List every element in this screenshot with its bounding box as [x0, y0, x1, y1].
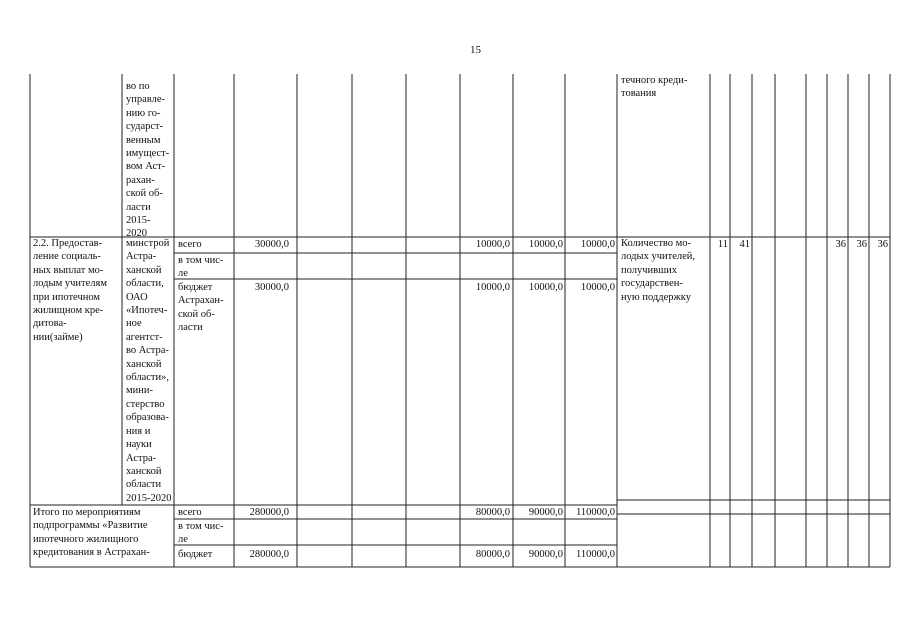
totals-name: Итого по мероприятиям подпрограммы «Развитие ипотечного жилищного кредитования в Астрахан- — [33, 507, 150, 559]
indicator-value-3: 36 — [835, 239, 846, 250]
page-number: 15 — [470, 44, 481, 56]
cell-2-2-total-y3: 10000,0 — [580, 239, 615, 250]
totals-budget-y2: 90000,0 — [528, 549, 563, 560]
cell-2-2-budget-y3: 10000,0 — [580, 282, 615, 293]
totals-total-y1: 80000,0 — [475, 507, 510, 518]
cell-2-2-budget-y2: 10000,0 — [528, 282, 563, 293]
cell-2-2-total-y1: 10000,0 — [475, 239, 510, 250]
cell-2-2-budget-y1: 10000,0 — [475, 282, 510, 293]
cell-2-2-total-y2: 10000,0 — [528, 239, 563, 250]
totals-source-total: всего — [178, 507, 202, 518]
source-budget-2-2: бюджет Астрахан- ской об- ласти — [178, 282, 224, 334]
indicator-value-1: 11 — [717, 239, 728, 250]
totals-total-y2: 90000,0 — [528, 507, 563, 518]
measure-name-2-2: 2.2. Предостав- ление социаль- ных выплат мо- лодым учителям при ипотечном жилищном кре- дитова- нии(займе) — [33, 238, 107, 343]
source-total-2-2: всего — [178, 239, 202, 250]
totals-total-amount: 280000,0 — [249, 507, 289, 518]
indicator-continuation: течного креди- тования — [621, 75, 688, 100]
executor-continuation: во по управле- нию го- сударст- венным имущест- вом Аст- рахан- ской об- ласти 2015- 2020 — [126, 81, 170, 240]
indicator-value-5: 36 — [877, 239, 888, 250]
totals-budget-y1: 80000,0 — [475, 549, 510, 560]
indicator-value-2: 41 — [739, 239, 750, 250]
totals-source-budget: бюджет — [178, 549, 213, 560]
totals-budget-y3: 110000,0 — [576, 549, 615, 560]
cell-2-2-total-amount: 30000,0 — [254, 239, 289, 250]
totals-total-y3: 110000,0 — [576, 507, 615, 518]
totals-budget-amount: 280000,0 — [249, 549, 289, 560]
executor-2-2: минстрой Астра- ханской области, ОАО «Ипотеч- ное агентст- во Астра- ханской области», мини- стерство образова- ния и науки Астра- ханской области 2015-2020 — [126, 238, 172, 504]
indicator-2-2: Количество мо- лодых учителей, получивших государствен- ную поддержку — [621, 238, 696, 303]
cell-2-2-budget-amount: 30000,0 — [254, 282, 289, 293]
indicator-value-4: 36 — [856, 239, 867, 250]
source-incl-2-2: в том чис- ле — [178, 255, 224, 280]
totals-source-incl: в том чис- ле — [178, 521, 224, 546]
